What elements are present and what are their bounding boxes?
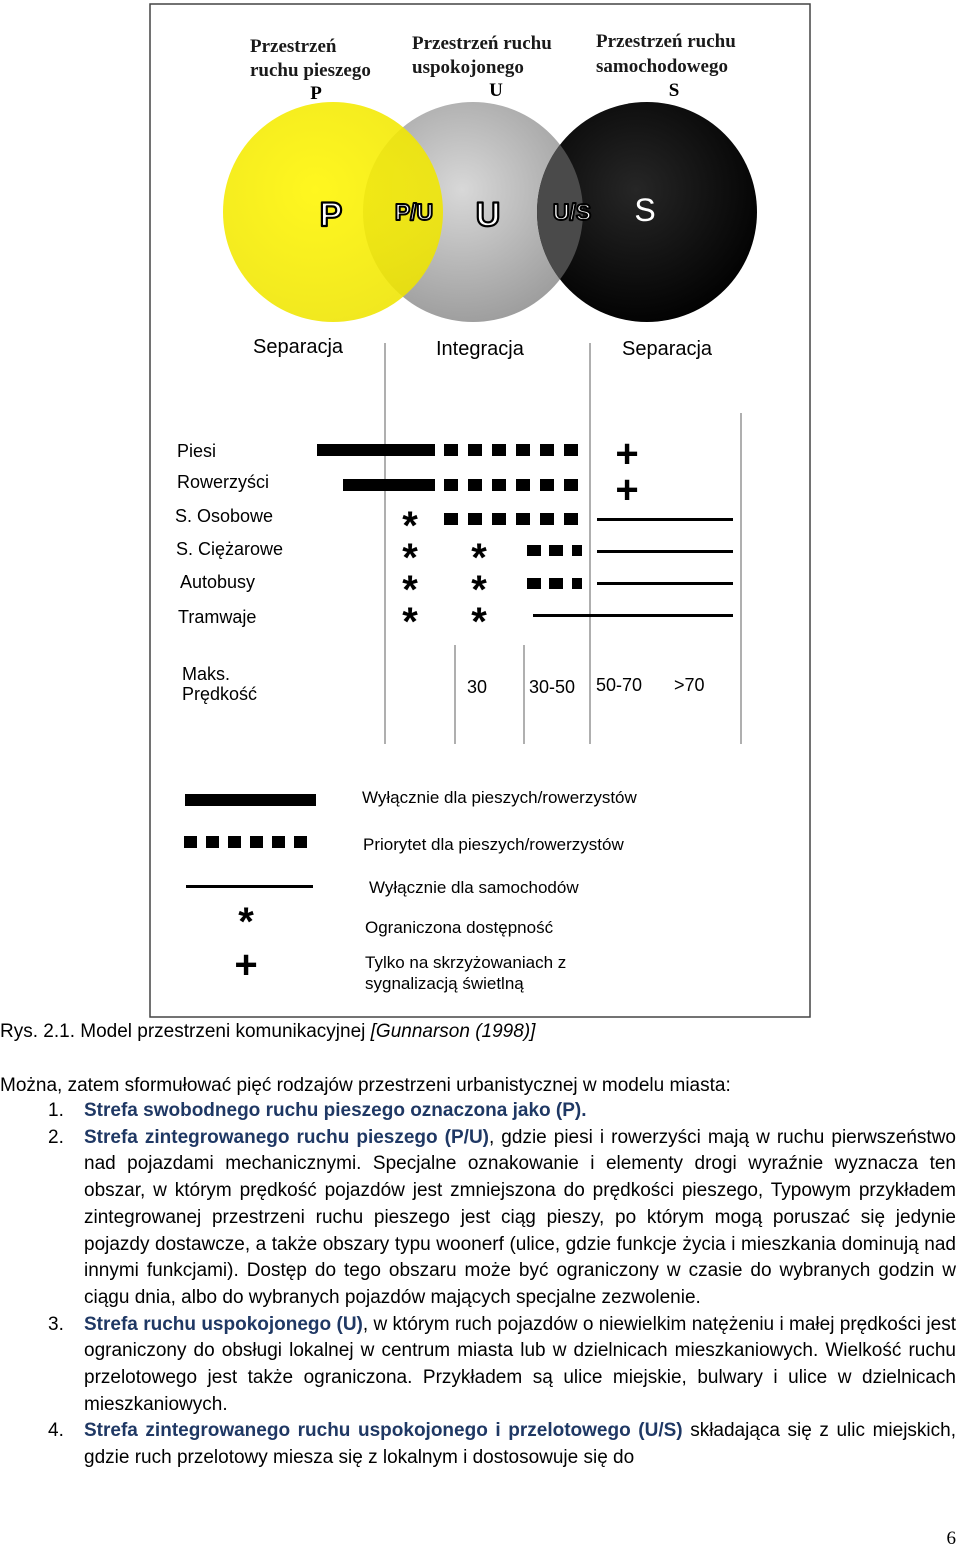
asterisk-mark: * — [402, 504, 418, 548]
intro-paragraph: Można, zatem sformułować pięć rodzajów przestrzeni urbanistycznej w modelu miasta: — [0, 1075, 731, 1096]
speed-value-50-70: 50-70 — [596, 675, 643, 695]
zone-s-title-1: Przestrzeń ruchu — [596, 31, 736, 52]
zone-s-title-2: samochodowego — [596, 56, 728, 77]
rowerzysci-solid — [343, 479, 435, 491]
list-item-number: 2. — [48, 1126, 64, 1148]
speed-label-2: Prędkość — [182, 684, 258, 704]
caption-text: Rys. 2.1. Model przestrzeni komunikacyjnej — [0, 1021, 371, 1042]
zone-s-letter: S — [668, 80, 680, 101]
svg-text:Przestrzeń ruchu pieszego — [250, 36, 371, 81]
zone-p-title-1: Przestrzeń — [250, 36, 337, 57]
label-p: P — [319, 196, 343, 234]
list-item-text: , w którym ruch pojazdów o niewielkim natężeniu i małej prędkości jest ograniczony do obsługi lokalnej w centrum miasta lub w dzielnicach mieszkaniowych. Wielkość ruchu przelotowego jest także ograniczona. Przykładem są ulice miejskie, bulwary i ulice w dzielnicach mieszkaniowych. — [84, 1313, 956, 1415]
label-us: U/S — [552, 199, 592, 225]
row-label-trucks: S. Ciężarowe — [176, 539, 284, 559]
legend-asterisk-text: Ograniczona dostępność — [365, 918, 554, 937]
row-label-buses: Autobusy — [180, 572, 256, 592]
mode-integration: Integracja — [436, 338, 524, 360]
legend-plus-text-2: sygnalizacją świetlną — [365, 974, 524, 993]
list-item-number: 4. — [48, 1420, 64, 1442]
caption-citation: [Gunnarson (1998)] — [370, 1021, 536, 1042]
list-item — [0, 1125, 960, 1312]
svg-text:Przestrzeń ruchu uspokojon — [412, 33, 557, 78]
row-label-pedestrians: Piesi — [177, 441, 217, 461]
asterisk-mark: * — [402, 600, 418, 644]
legend-thin-text: Wyłącznie dla samochodów — [369, 878, 579, 897]
label-pu: P/U — [394, 199, 434, 225]
asterisk-mark: * — [471, 600, 487, 644]
asterisk-mark: * — [471, 536, 487, 580]
asterisk-mark: * — [402, 568, 418, 612]
legend-symbols — [184, 794, 316, 888]
svg-text:Maks. Prędkość — [182, 664, 257, 704]
legend-solid-thick-text: Wyłącznie dla pieszych/rowerzystów — [362, 788, 637, 807]
legend-plus: + — [234, 943, 258, 987]
list-item — [0, 1312, 960, 1419]
plus-mark-1: + — [615, 432, 639, 476]
list-item-text: , gdzie piesi i rowerzyści mają w ruchu pierwszeństwo nad pojazdami mechanicznymi. Specjalne oznakowanie i elementy drogi wyraźnie wyznacza ten obszar, w którym prędkość pojazdów jest zmniejszona do prędkości pieszego, Typowym przykładem zintegrowanej przestrzeni ruchu pieszego jest ciąg pieszy, po którym mogą poruszać się jedynie pojazdy dostawcze, a także obszary typu woonerf (ulice, gdzie funkcje życia i mieszkania dominują nad innymi funkcjami). Dostęp do tego obszaru może być ograniczony w czasie do wybranych godzin w ciągu dnia, albo do wybranych pojazdów mających specjalne zezwolenie. — [84, 1126, 956, 1308]
list-item-bold: Strefa ruchu uspokojonego (U) — [84, 1313, 363, 1335]
piesi-solid — [317, 444, 435, 456]
list-item-bold: Strefa zintegrowanego ruchu pieszego (P/U) — [84, 1126, 489, 1148]
zone-u-title-2: uspokojonego — [412, 57, 524, 78]
list-item-bold: Strefa zintegrowanego ruchu uspokojonego i przelotowego (U/S) — [84, 1420, 683, 1442]
legend-plus-text-1: Tylko na skrzyżowaniach z — [365, 953, 567, 972]
row-label-cyclists: Rowerzyści — [177, 472, 270, 492]
mode-separation-right: Separacja — [622, 338, 713, 360]
zone-u-letter: U — [489, 80, 503, 101]
plus-mark-2: + — [615, 468, 639, 512]
asterisk-mark: * — [471, 568, 487, 612]
row-label-trams: Tramwaje — [178, 607, 257, 627]
svg-text:Przestrzeń ruchu samochodo — [596, 31, 741, 77]
speed-label-1: Maks. — [182, 664, 231, 684]
asterisk-mark: * — [402, 536, 418, 580]
label-u: U — [475, 196, 501, 234]
zone-u-title-1: Przestrzeń ruchu — [412, 33, 552, 54]
figure-caption — [0, 1021, 535, 1043]
page-number: 6 — [946, 1528, 956, 1549]
speed-value-70: >70 — [674, 675, 705, 695]
speed-value-30: 30 — [467, 677, 488, 697]
list-item-text: składająca się z ulic miejskich, gdzie ruch przelotowy miesza się z lokalnym i dostosowuje się do — [84, 1420, 956, 1469]
legend-asterisk: * — [238, 900, 254, 944]
list-item-number: 1. — [48, 1100, 64, 1121]
zone-p-title-2: ruchu pieszego — [250, 60, 371, 81]
label-s: S — [634, 192, 656, 228]
list-item-bold: Strefa swobodnego ruchu pieszego oznaczona jako (P). — [84, 1100, 587, 1121]
list-item-number: 3. — [48, 1313, 64, 1335]
row-label-cars: S. Osobowe — [175, 506, 274, 526]
list-item — [0, 1098, 960, 1125]
mode-separation-left: Separacja — [253, 336, 344, 358]
list-item — [0, 1418, 960, 1471]
row-marks — [317, 444, 733, 617]
zone-list — [0, 1098, 960, 1472]
zone-p-letter: P — [310, 83, 322, 104]
legend-dashed-text: Priorytet dla pieszych/rowerzystów — [363, 835, 624, 854]
speed-value-30-50: 30-50 — [529, 677, 576, 697]
